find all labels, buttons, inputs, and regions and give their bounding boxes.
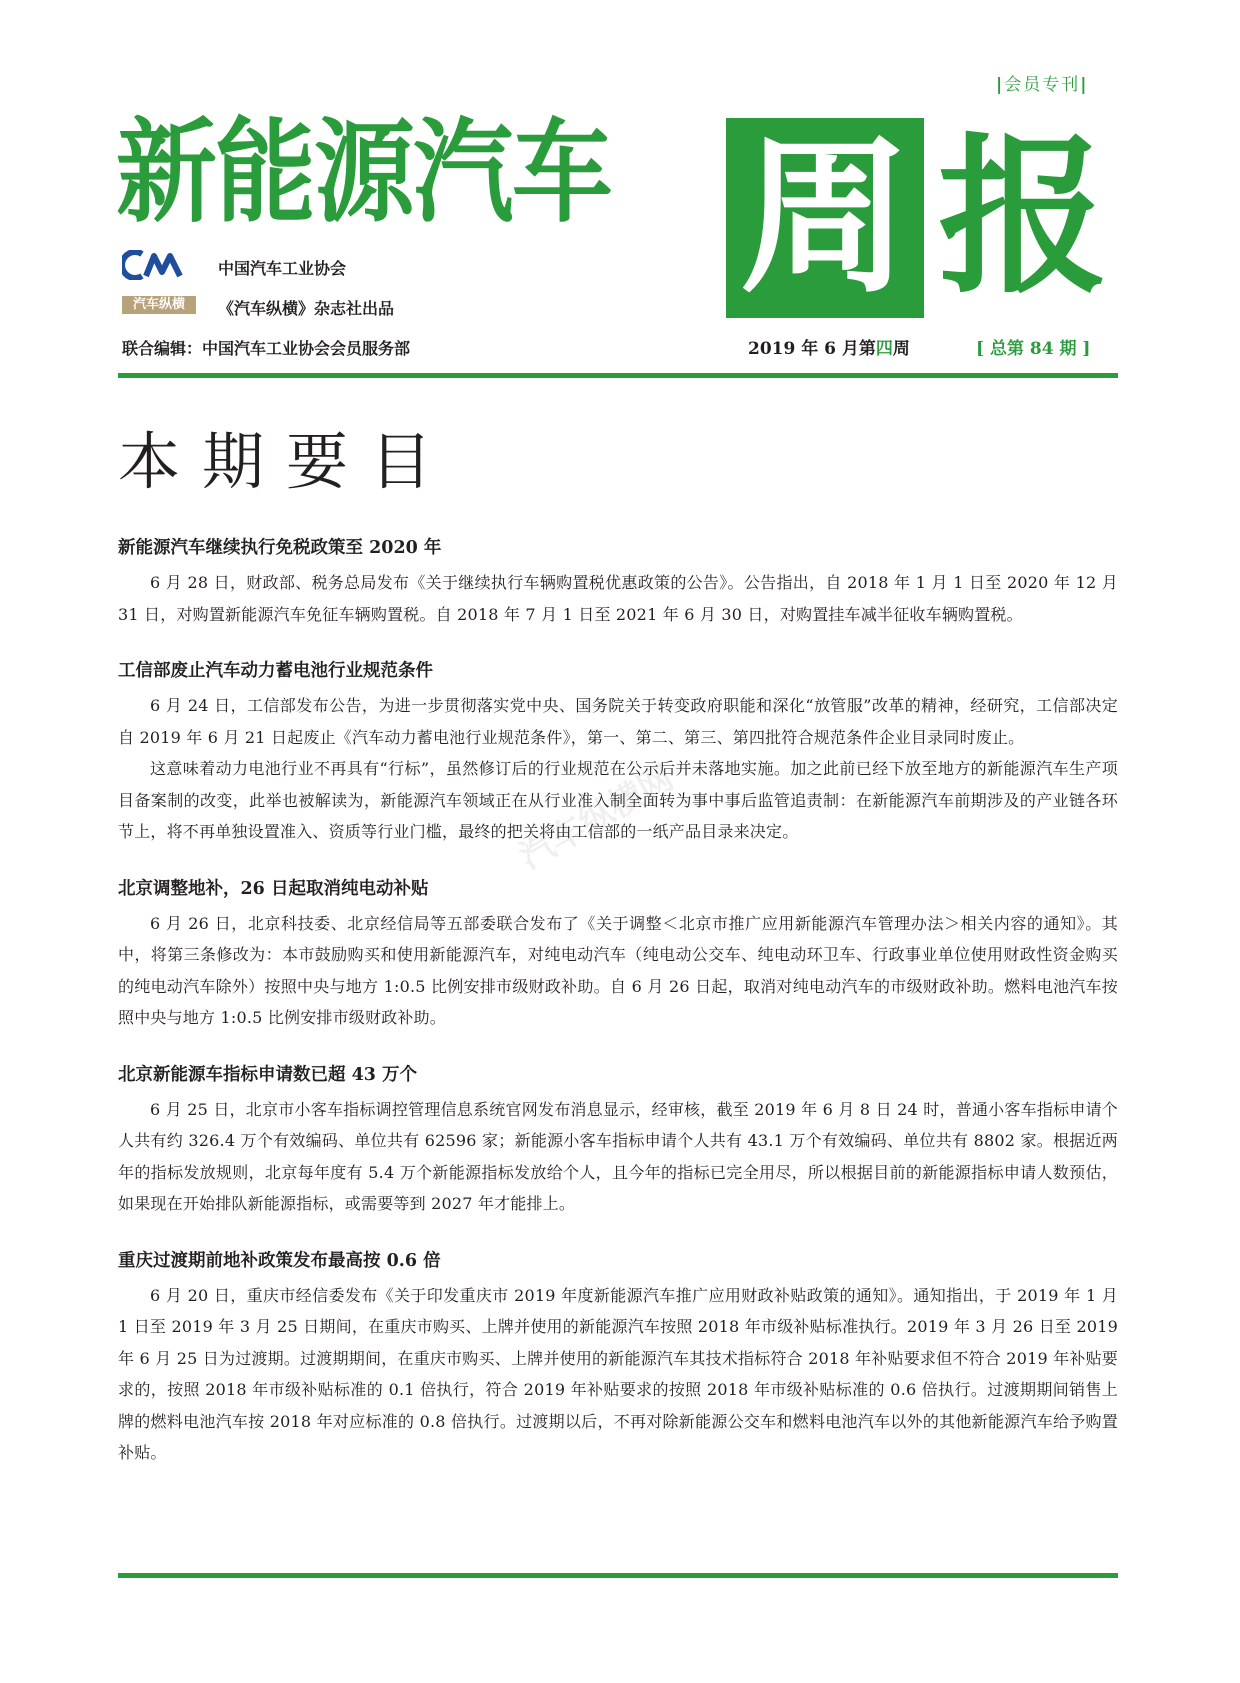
article-4 (118, 1060, 1118, 1220)
section-title: 本期要目 (118, 425, 455, 498)
article-5 (118, 1246, 1118, 1469)
article-title: 新能源汽车继续执行免税政策至 2020 年 (118, 538, 442, 558)
masthead-weekly-char-2: 报 (937, 119, 1108, 317)
article-title: 重庆过渡期前地补政策发布最高按 0.6 倍 (118, 1250, 441, 1271)
member-tag-label: 会员专刊 (1004, 75, 1081, 95)
article-title: 工信部废止汽车动力蓄电池行业规范条件 (118, 661, 433, 681)
qczh-logo-icon: 汽车纵横 (122, 296, 196, 314)
article-paragraph: 6 月 28 日，财政部、税务总局发布《关于继续执行车辆购置税优惠政策的公告》。公告指出，自 2018 年 1 月 1 日至 2020 年 12 月 31 日，对购置新能源汽车免征车辆购置税。自 2018 年 7 月 1 日至 2021 年 6 月 30 日，对购置挂车减半征收车辆购置税。 (118, 573, 1118, 624)
article-paragraph: 6 月 26 日，北京科技委、北京经信局等五部委联合发布了《关于调整＜北京市推广应用新能源汽车管理办法＞相关内容的通知》。其中，将第三条修改为：本市鼓励购买和使用新能源汽车，对纯电动汽车（纯电动公交车、纯电动环卫车、行政事业单位使用财政性资金购买的纯电动汽车除外）按照中央与地方 1:0.5 比例安排市级财政补助。自 6 月 26 日起，取消对纯电动汽车的市级财政补助。燃料电池汽车按照中央与地方 1:0.5 比例安排市级财政补助。 (118, 913, 1118, 1027)
article-title: 北京新能源车指标申请数已超 43 万个 (118, 1064, 418, 1085)
masthead-weekly-box (726, 118, 924, 318)
publisher-caam: 中国汽车工业协会 (218, 259, 347, 278)
issue-date-prefix: 2019 年 6 月第 (748, 339, 876, 359)
article-2 (118, 656, 1118, 848)
issue-date (748, 334, 910, 359)
article-paragraph: 这意味着动力电池行业不再具有“行标”，虽然修订后的行业规范在公示后并未落地实施。加之此前已经下放至地方的新能源汽车生产项目备案制的改变，此举也被解读为，新能源汽车领域正在从行业准入制全面转为事中事后监管追责制：在新能源汽车前期涉及的产业链各环节上，将不再单独设置准入、资质等行业门槛，最终的把关将由工信部的一纸产品目录来决定。 (118, 759, 1118, 841)
caam-logo-icon (122, 250, 190, 280)
issue-date-suffix: 周 (892, 339, 910, 359)
watermark: 汽车纵横网 (513, 757, 681, 878)
article-3 (118, 874, 1118, 1034)
article-paragraph: 6 月 20 日，重庆市经信委发布《关于印发重庆市 2019 年度新能源汽车推广应用财政补贴政策的通知》。通知指出，于 2019 年 1 月 1 日至 2019 年 3 月 25 日期间，在重庆市购买、上牌并使用的新能源汽车按照 2018 年市级补贴标准执行。2019 年 3 月 26 日至 2019 年 6 月 25 日为过渡期。过渡期期间，在重庆市购买、上牌并使用的新能源汽车其技术指标符合 2018 年补贴要求但不符合 2019 年补贴要求的，按照 2018 年市级补贴标准的 0.1 倍执行，符合 2019 年补贴要求的按照 2018 年市级补贴标准的 0.6 倍执行。过渡期期间销售上牌的燃料电池汽车按 2018 年对应标准的 0.8 倍执行。过渡期以后，不再对除新能源公交车和燃料电池汽车以外的其他新能源汽车给予购置补贴。 (118, 1285, 1118, 1462)
article-paragraph: 6 月 25 日，北京市小客车指标调控管理信息系统官网发布消息显示，经审核，截至 2019 年 6 月 8 日 24 时，普通小客车指标申请个人共有约 326.4 万个有效编码、单位共有 62596 家；新能源小客车指标申请个人共有 43.1 万个有效编码、单位共有 8802 家。根据近两年的指标发放规则，北京每年度有 5.4 万个新能源指标发放给个人，且今年的指标已完全用尽，所以根据目前的新能源指标申请人数预估，如果现在开始排队新能源指标，或需要等到 2027 年才能排上。 (118, 1099, 1118, 1213)
header-divider (118, 373, 1118, 378)
issue-number: [ 总第 84 期 ] (976, 339, 1091, 359)
masthead-title: 新能源汽车 (116, 108, 611, 238)
article-1 (118, 533, 1118, 630)
footer-divider (118, 1573, 1118, 1578)
publisher-magazine: 《汽车纵横》杂志社出品 (218, 299, 395, 318)
article-title: 北京调整地补，26 日起取消纯电动补贴 (118, 878, 429, 899)
joint-editor: 联合编辑：中国汽车工业协会会员服务部 (122, 339, 411, 358)
caam-logo-text: CM (122, 250, 124, 251)
issue-date-week: 四 (875, 339, 893, 359)
article-list (118, 533, 1118, 1495)
masthead-weekly-char-1: 周 (739, 119, 910, 317)
member-tag: |会员专刊| (996, 75, 1089, 95)
article-paragraph: 6 月 24 日，工信部发布公告，为进一步贯彻落实党中央、国务院关于转变政府职能和深化“放管服”改革的精神，经研究，工信部决定自 2019 年 6 月 21 日起废止《汽车动力蓄电池行业规范条件》，第一、第二、第三、第四批符合规范条件企业目录同时废止。 (118, 696, 1118, 747)
